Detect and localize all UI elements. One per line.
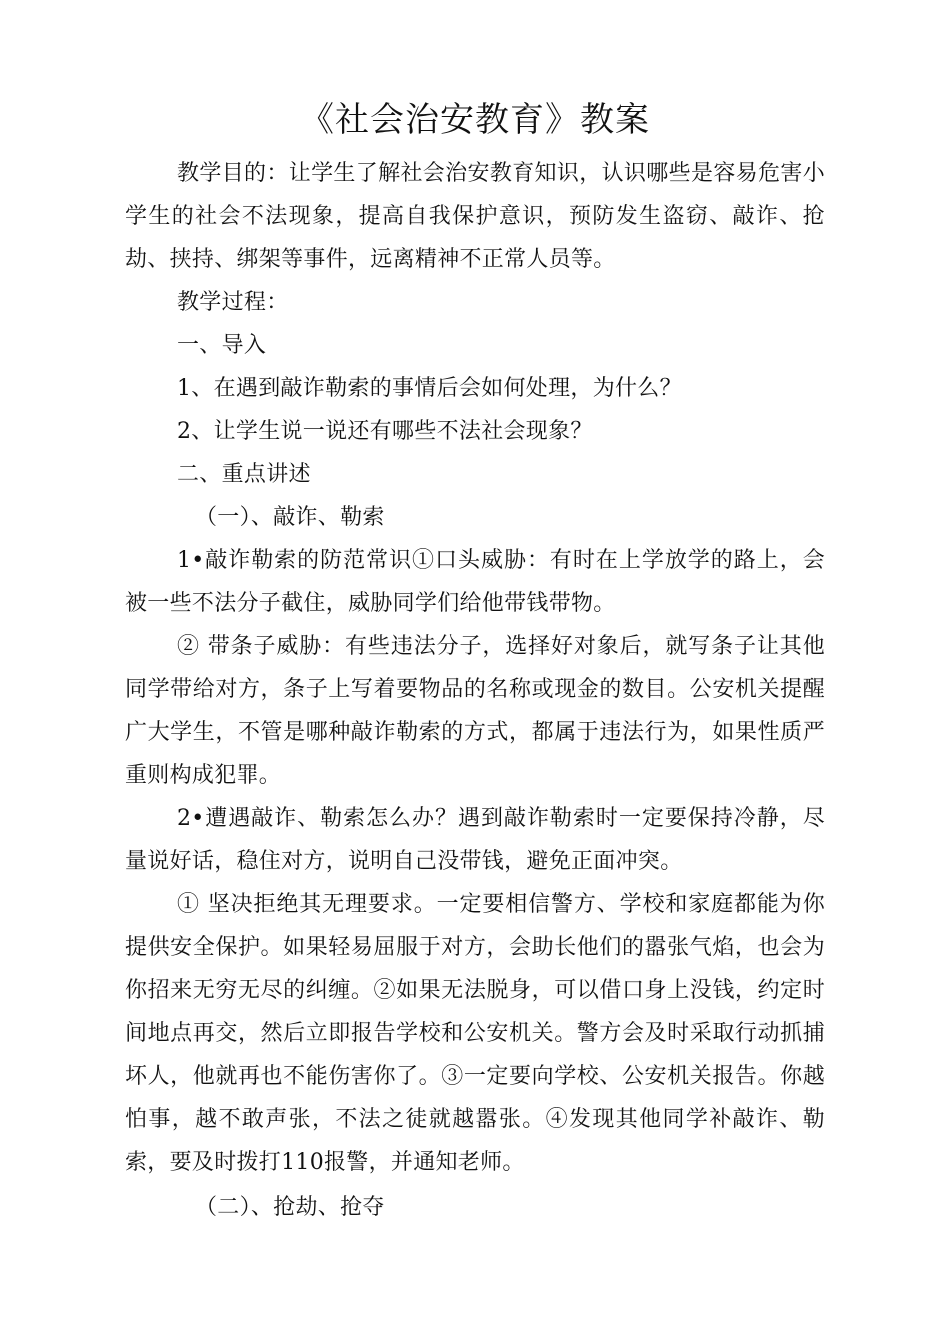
paragraph-extortion-prevention: 1•敲诈勒索的防范常识①口头威胁：有时在上学放学的路上，会被一些不法分子截住，威胁同学们给他带钱带物。 — [125, 548, 825, 616]
subheading-robbery: （二）、抢劫、抢夺 — [195, 1195, 385, 1220]
subheading-extortion: （一）、敲诈、勒索 — [195, 505, 385, 530]
paragraph-teaching-process: 教学过程： — [177, 290, 289, 315]
paragraph-what-to-do: 2•遭遇敲诈、勒索怎么办？遇到敲诈勒索时一定要保持冷静，尽量说好话，稳住对方，说明自己没带钱，避免正面冲突。 — [125, 806, 825, 874]
document-title: 《社会治安教育》教案 — [300, 100, 650, 140]
paragraph-note-threat: ② 带条子威胁：有些违法分子，选择好对象后，就写条子让其他同学带给对方，条子上写着要物品的名称或现金的数目。公安机关提醒广大学生，不管是哪种敲诈勒索的方式，都属于违法行为，如果性质严重则构成犯罪。 — [125, 634, 825, 788]
question-1: 1、在遇到敲诈勒索的事情后会如何处理，为什么？ — [177, 376, 682, 401]
heading-introduction: 一、导入 — [177, 333, 267, 358]
paragraph-teaching-objective: 教学目的：让学生了解社会治安教育知识，认识哪些是容易危害小学生的社会不法现象，提高自我保护意识，预防发生盗窃、敲诈、抢劫、挟持、绑架等事件，远离精神不正常人员等。 — [125, 161, 825, 272]
paragraph-responses: ① 坚决拒绝其无理要求。一定要相信警方、学校和家庭都能为你提供安全保护。如果轻易屈服于对方，会助长他们的嚣张气焰，也会为你招来无穷无尽的纠缠。②如果无法脱身，可以借口身上没钱，约定时间地点再交，然后立即报告学校和公安机关。警方会及时采取行动抓捕坏人，他就再也不能伤害你了。③一定要向学校、公安机关报告。你越怕事，越不敢声张，不法之徒就越嚣张。④发现其他同学补敲诈、勒索，要及时拨打110报警，并通知老师。 — [125, 892, 825, 1175]
heading-key-points: 二、重点讲述 — [177, 462, 311, 487]
question-2: 2、让学生说一说还有哪些不法社会现象？ — [177, 419, 593, 444]
